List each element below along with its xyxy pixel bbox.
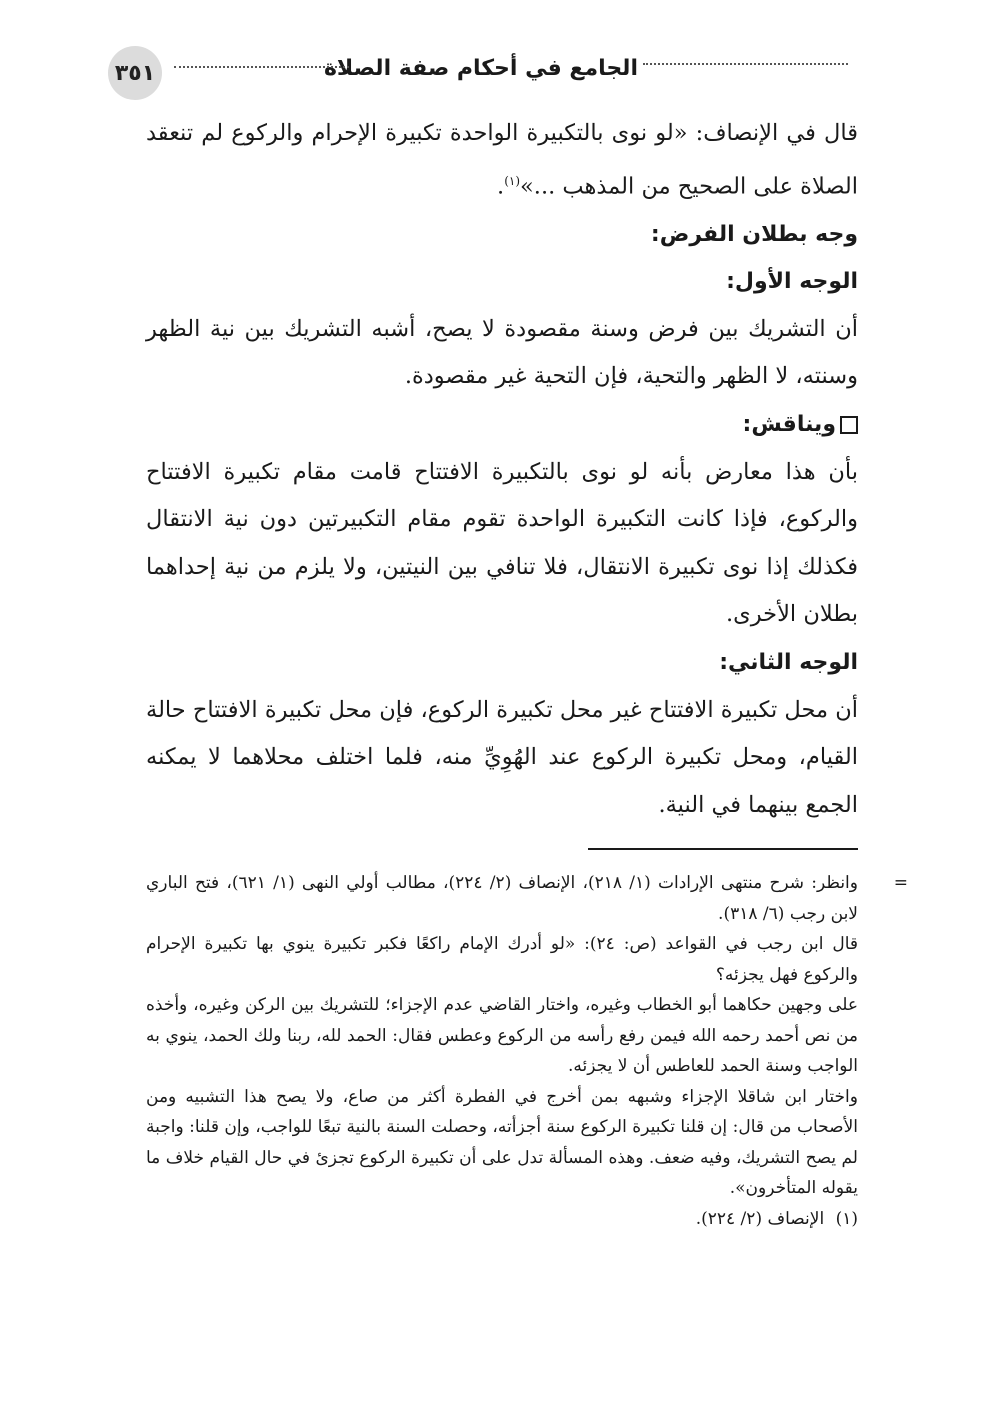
paragraph-1-text: قال في الإنصاف: «لو نوى بالتكبيرة الواحدة تكبيرة الإحرام والركوع لم تنعقد الصلاة على الصحيح من المذهب ...»	[146, 120, 858, 200]
heading-discussion-text: ويناقش:	[742, 412, 836, 438]
footnote-1-text: الإنصاف (٢/ ٢٢٤).	[695, 1208, 825, 1229]
square-box-icon	[840, 416, 858, 434]
heading-second-reason: الوجه الثاني:	[719, 650, 858, 676]
paragraph-2: أن التشريك بين فرض وسنة مقصودة لا يصح، أشبه التشريك بين نية الظهر وسنته، لا الظهر والتحية، فإن التحية غير مقصودة.	[146, 315, 858, 390]
footnote-continued-1-text: وانظر: شرح منتهى الإرادات (١/ ٢١٨)، الإنصاف (٢/ ٢٢٤)، مطالب أولي النهى (١/ ٦٢١)، فتح الباري لابن رجب (٦/ ٣١٨).	[146, 873, 858, 924]
header-dots-left	[174, 66, 349, 68]
footnote-ref-1[interactable]: (١)	[504, 173, 521, 188]
paragraph-1-end: .	[497, 173, 505, 200]
paragraph-1	[146, 110, 858, 211]
page-number: ٣٥١	[108, 46, 162, 100]
footnote-continued-3: على وجهين حكاهما أبو الخطاب وغيره، واختار القاضي عدم الإجزاء؛ للتشريك بين الركن وغيره، وأخذه من نص أحمد رحمه الله فيمن رفع رأسه من الركوع وعطس فقال: الحمد لله، ربنا ولك الحمد، ينوي به الواجب وسنة الحمد للعاطس أن لا يجزئه.	[146, 995, 858, 1076]
footnote-continued-4: واختار ابن شاقلا الإجزاء وشبهه بمن أخرج في الفطرة أكثر من صاع، ولا يصح هذا التشبيه ومن الأصحاب من قال: إن قلنا تكبيرة الركوع سنة أجزأته، وحصلت السنة بالنية تبعًا للواجب، وإن قلنا: واجبة لم يصح التشريك، وفيه ضعف. وهذه المسألة تدل على أن تكبيرة الركوع تجزئ في حال القيام خلاف ما يقوله المتأخرون».	[146, 1086, 858, 1198]
page-header	[108, 46, 848, 102]
heading-invalidity: وجه بطلان الفرض:	[650, 221, 858, 247]
main-text	[146, 110, 858, 829]
footnotes	[146, 868, 908, 1234]
footnote-1-number: (١)	[835, 1208, 858, 1229]
footnote-continued-2: قال ابن رجب في القواعد (ص: ٢٤): «لو أدرك الإمام راكعًا فكبر تكبيرة ينوي بها تكبيرة الإحرام والركوع فهل يجزئه؟	[146, 934, 858, 985]
heading-first-reason: الوجه الأول:	[726, 269, 858, 295]
continuation-mark: =	[893, 873, 908, 893]
header-dots-right	[643, 63, 848, 65]
footnote-continued-1	[146, 868, 908, 929]
book-title: الجامع في أحكام صفة الصلاة	[323, 56, 638, 81]
paragraph-3: بأن هذا معارض بأنه لو نوى بالتكبيرة الافتتاح قامت مقام تكبيرة الافتتاح والركوع، فإذا كانت التكبيرة الواحدة تقوم مقام التكبيرتين دون نية الانتقال فكذلك إذا نوى تكبيرة الانتقال، فلا تنافي بين النيتين، ولا يلزم من نية إحداهما بطلان الأخرى.	[146, 458, 858, 628]
footnote-1	[146, 1204, 858, 1235]
footnote-separator	[588, 848, 858, 850]
paragraph-4: أن محل تكبيرة الافتتاح غير محل تكبيرة الركوع، فإن محل تكبيرة الافتتاح حالة القيام، ومحل تكبيرة الركوع عند الهُوِيِّ منه، فلما اختلف محلاهما لا يمكنه الجمع بينهما في النية.	[146, 696, 858, 818]
heading-discussion	[146, 401, 858, 449]
